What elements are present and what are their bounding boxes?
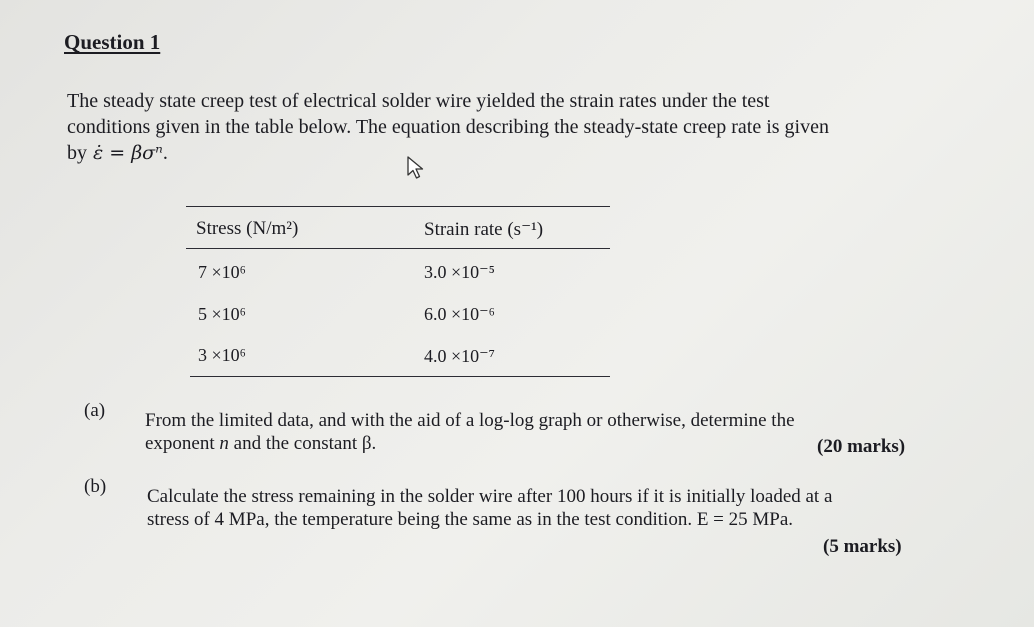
part-a-exponent-symbol: n (219, 433, 229, 454)
row-3-stress: 3 ×10⁶ (198, 345, 246, 365)
intro-line-1: The steady state creep test of electrical solder wire yielded the strain rates under the test (67, 90, 770, 112)
part-a-label: (a) (84, 400, 106, 421)
header-stress: Stress (N/m²) (196, 218, 299, 239)
part-b-label: (b) (84, 476, 107, 497)
row-2-stress: 5 ×10⁶ (198, 304, 246, 324)
part-a-marks: (20 marks) (817, 436, 906, 457)
header-strain-rate: Strain rate (s⁻¹) (424, 219, 544, 240)
intro-line-3 (67, 140, 967, 166)
table-top-rule (186, 206, 610, 207)
row-2-strain-rate: 6.0 ×10⁻⁶ (424, 304, 495, 324)
intro-line-2: conditions given in the table below. The equation describing the steady-state creep rate is given (67, 116, 829, 138)
mouse-pointer-icon (405, 155, 427, 181)
part-a-line-2-pre: exponent (145, 433, 220, 454)
part-b-line-1: Calculate the stress remaining in the solder wire after 100 hours if it is initially loaded at a (147, 486, 833, 507)
part-b-marks: (5 marks) (823, 536, 902, 557)
question-title: Question 1 (64, 30, 161, 54)
part-b-text (147, 485, 937, 531)
row-3-strain-rate: 4.0 ×10⁻⁷ (424, 346, 495, 366)
creep-rate-equation: ε̇ = βσⁿ (93, 142, 163, 164)
part-b-line-2: stress of 4 MPa, the temperature being the same as in the test condition. E = 25 MPa. (147, 509, 794, 530)
intro-line-3-suffix: . (162, 142, 168, 164)
question-intro (67, 88, 967, 166)
part-a-line-1: From the limited data, and with the aid of a log-log graph or otherwise, determine the (145, 410, 795, 431)
row-1-stress: 7 ×10⁶ (198, 262, 246, 282)
row-1-strain-rate: 3.0 ×10⁻⁵ (424, 262, 495, 282)
part-a-line-2-post: and the constant β. (228, 433, 377, 454)
intro-line-3-prefix: by (67, 142, 87, 164)
table-bottom-rule (190, 376, 610, 377)
table-header-rule (186, 248, 610, 249)
